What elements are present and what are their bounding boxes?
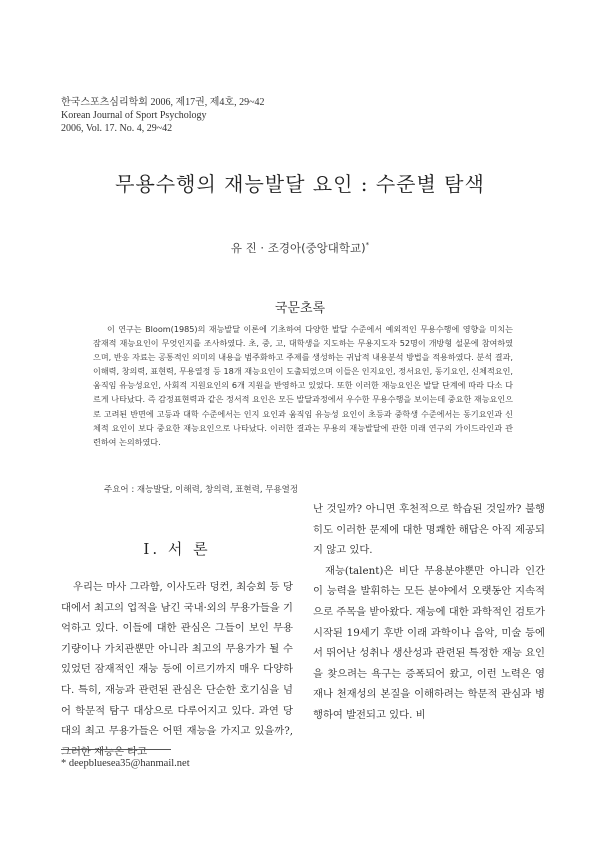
intro-paragraph-2: 재능(talent)은 비단 무용분야뿐만 아니라 인간이 능력을 발휘하는 모든 분야에서 오랫동안 지속적으로 주목을 받아왔다. 재능에 대한 과학적인 검토가 시작된 19세기 후반 이래 과학이나 음악, 미술 등에서 뛰어난 성취나 생산성과 관련된 특정한 재능 요인을 찾으려는 욕구는 증폭되어 왔고, 이런 노력은 영재나 천재성의 본질을 이해하려는 학문적 관심과 병행하여 발전되고 있다. 비 [313, 564, 545, 721]
abstract-heading: 국문초록 [274, 301, 326, 316]
paper-title: 무용수행의 재능발달 요인 : 수준별 탐색 [115, 172, 485, 196]
section-heading: I. 서 론 [143, 540, 211, 558]
right-column [313, 499, 545, 726]
journal-header [61, 96, 265, 135]
abstract-text: 이 연구는 Bloom(1985)의 재능발달 이론에 기초하여 다양한 발달 수준에서 예외적인 무용수행에 영향을 미치는 잠재적 재능요인이 무엇인지를 조사하였다. 초, 중, 고, 대학생을 지도하는 무용지도자 52명이 개방형 설문에 참여하였으며, 반응 자료는 공통적인 의미의 내용을 범주화하고 주제를 생성하는 귀납적 내용분석 방법을 적용하였다. 분석 결과, 이해력, 창의력, 표현력, 무용열정 등 18개 재능요인이 도출되었으며 이들은 인지요인, 정서요인, 동기요인, 신체적요인, 움직임 유능성요인, 사회적 지원요인의 6개 지원을 반영하고 있었다. 또한 이러한 재능요인은 발달 단계에 따라 다소 다르게 나타났다. 즉 감정표현력과 같은 정서적 요인은 모든 발달과정에서 우수한 무용수행을 보이는데 중요한 재능요인으로 고려된 반면에 고등과 대학 수준에서는 인지 요인과 움직임 유능성 요인이 초등과 중학생 수준에서는 동기요인과 신체적 요인이 보다 중요한 재능요인으로 나타났다. 이러한 결과는 무용의 재능발달에 관한 미래 연구의 가이드라인과 관련하여 논의하였다. [93, 324, 513, 447]
author-footnote-mark: * [365, 241, 370, 250]
author-line [0, 240, 600, 256]
footnote-divider [61, 749, 171, 750]
keywords: 주요어 : 재능발달, 이해력, 창의력, 표현력, 무용열정 [104, 485, 299, 495]
intro-paragraph-1: 우리는 마사 그라함, 이사도라 덩컨, 최승희 등 당대에서 최고의 업적을 남긴 국내·외의 무용가들을 기억하고 있다. 이들에 대한 관심은 그들이 보인 무용 기량이나 가치관뿐만 아니라 최고의 무용가가 될 수 있었던 잠재적인 재능 등에 이르기까지 매우 다양하다. 특히, 재능과 관련된 관심은 단순한 호기심을 넘어 학문적 탐구 대상으로 다루어지고 있다. 과연 당대의 최고 무용가들은 어떤 재능을 가지고 있을까?, 그러한 재능은 타고 [61, 581, 293, 758]
journal-header-english: Korean Journal of Sport Psychology [61, 110, 207, 121]
left-column [61, 538, 293, 762]
journal-header-korean: 한국스포츠심리학회 2006, 제17권, 제4호, 29~42 [61, 97, 265, 108]
author-email-footnote: * deepbluesea35@hanmail.net [61, 758, 190, 769]
author-names: 유 진 · 조경아(중앙대학교) [230, 241, 366, 255]
journal-header-volume: 2006, Vol. 17. No. 4, 29~42 [61, 123, 173, 134]
intro-paragraph-1-continued: 난 것일까? 아니면 후천적으로 학습된 것일까? 불행히도 이러한 문제에 대한 명쾌한 해답은 아직 제공되지 않고 있다. [313, 503, 545, 557]
